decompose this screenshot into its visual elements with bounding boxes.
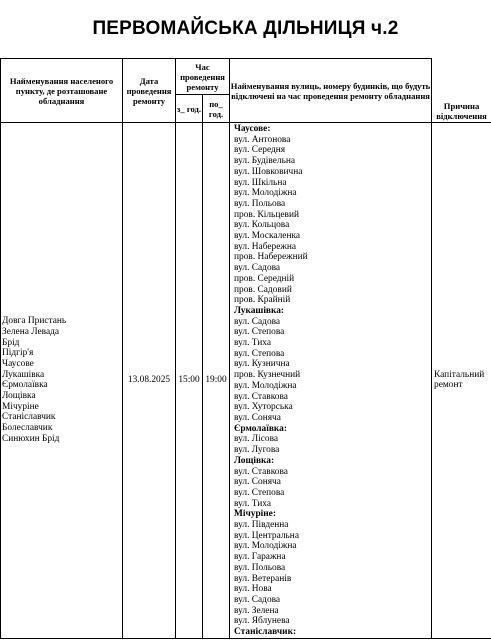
header-to: по_ год. (203, 95, 230, 123)
village-heading: Лощівка: (234, 455, 275, 466)
street-item: вул. Соняча (234, 412, 281, 423)
street-item: вул. Лугова (234, 445, 280, 456)
street-item: вул. Степова (234, 327, 285, 338)
street-item: вул. Польова (234, 198, 286, 209)
place-item: Чаусове (2, 358, 34, 369)
street-item: вул. Середня (234, 145, 286, 156)
village-heading: Чаусове: (234, 124, 271, 134)
places-cell (1, 123, 123, 639)
street-item: вул. Набережна (234, 241, 297, 252)
header-reason: Причина відключення (432, 59, 491, 123)
place-item: Станіславчик (2, 412, 56, 423)
street-item: вул. Степова (234, 348, 285, 359)
street-item: вул. Степова (234, 487, 285, 498)
street-item: вул. Південна (234, 520, 289, 531)
street-item: вул. Соняча (234, 477, 281, 488)
street-item: пров. Крайній (234, 295, 291, 306)
street-item: вул. Хуторська (234, 402, 293, 413)
street-item: вул. Молодіжна (234, 380, 297, 391)
street-item: вул. Тиха (234, 338, 271, 349)
from-cell: 15:00 (176, 123, 203, 639)
street-item: вул. Шкільна (234, 177, 287, 188)
place-item: Брід (2, 337, 20, 348)
place-item: Лощівка (2, 391, 36, 402)
street-item: вул. Яблунева (234, 616, 290, 627)
street-item: пров. Садовий (234, 284, 292, 295)
street-item: пров. Кільцевий (234, 209, 299, 220)
header-from: з_ год. (176, 95, 203, 123)
street-item: вул. Садова (234, 594, 281, 605)
village-heading: Єрмолаївка: (234, 423, 287, 434)
street-item: вул. Ставкова (234, 466, 288, 477)
place-item: Мічуріне (2, 401, 39, 412)
street-item: пров. Середній (234, 273, 295, 284)
street-item: вул. Лісова (234, 434, 279, 445)
street-item: вул. Зелена (234, 605, 279, 616)
street-item: вул. Будівельна (234, 156, 296, 167)
header-time: Час проведення ремонту (176, 59, 230, 95)
village-heading: Мічуріне: (234, 509, 276, 520)
table-row (1, 123, 491, 639)
street-item: пров. Кузнечний (234, 370, 301, 381)
street-item: вул. Центральна (234, 530, 299, 541)
place-item: Довга Пристань (2, 316, 67, 327)
street-item: вул. Молодіжна (234, 188, 297, 199)
street-item: вул. Ставкова (234, 391, 288, 402)
place-item: Зелена Левада (2, 326, 60, 337)
place-item: Лукашівка (2, 369, 45, 380)
street-item: вул. Садова (234, 263, 281, 274)
street-item: вул. Кольцова (234, 220, 290, 231)
street-item: вул. Молодіжна (234, 541, 297, 552)
outage-table (0, 58, 491, 639)
street-item: вул. Тиха (234, 498, 271, 509)
street-item: вул. Нова (234, 584, 272, 595)
header-date: Дата проведення ремонту (123, 59, 176, 123)
place-item: Синюхин Брід (2, 433, 60, 444)
streets-cell (230, 123, 432, 639)
page-title: ПЕРВОМАЙСЬКА ДІЛЬНИЦЯ ч.2 (92, 18, 399, 39)
to-cell: 19:00 (203, 123, 230, 639)
street-item: вул. Садова (234, 316, 281, 327)
header-streets: Найменування вулиць, номеру будинків, що будуть відключені на час проведення ремонту обладнання (230, 59, 432, 123)
place-item: Болеславчик (2, 423, 53, 434)
reason-cell: Капітальний ремонт (432, 123, 491, 639)
street-item: вул. Антонова (234, 134, 291, 145)
village-heading: Станіславчик: (234, 627, 297, 638)
street-item: вул. Шовковична (234, 166, 303, 177)
street-item: пров. Набережний (234, 252, 308, 263)
date-cell: 13.08.2025 (123, 123, 176, 639)
village-heading: Лукашівка: (234, 305, 285, 316)
street-item: вул. Польова (234, 562, 286, 573)
street-item: вул. Ветеранів (234, 573, 292, 584)
street-item: вул. Кузнична (234, 359, 290, 370)
header-places: Найменування населеного пункту, де розташоване обладнання (1, 59, 123, 123)
place-item: Підгір'я (2, 348, 34, 359)
place-item: Єрмолаївка (2, 380, 48, 391)
street-item: вул. Москаленка (234, 231, 301, 242)
street-item: вул. Гаражна (234, 552, 286, 563)
